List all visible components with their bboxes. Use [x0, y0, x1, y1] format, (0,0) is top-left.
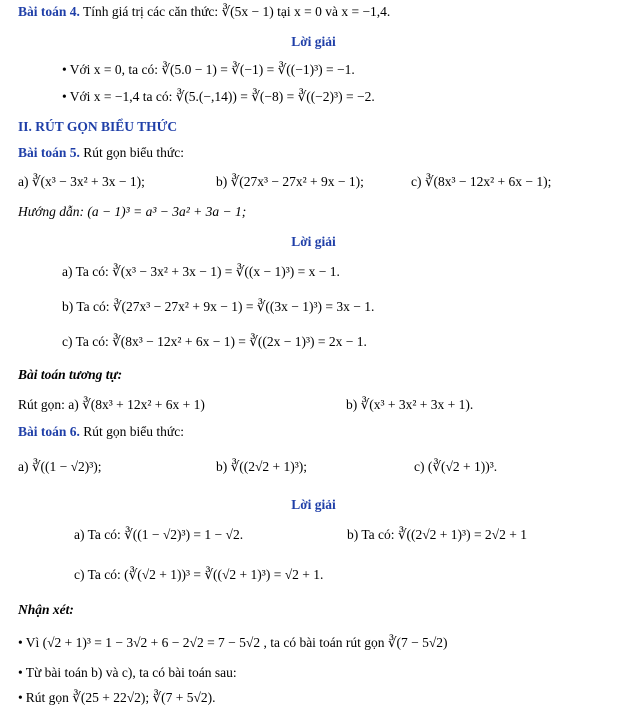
remark-line-3: • Rút gọn ∛(25 + 22√2); ∛(7 + 5√2).: [18, 689, 215, 707]
problem-5: [18, 144, 184, 162]
solution-6-c: c) Ta có: (∛(√2 + 1))³ = ∛((√2 + 1)³) = √2 + 1.: [74, 567, 324, 582]
similar-problem-a: Rút gọn: a) ∛(8x³ + 12x² + 6x + 1): [18, 397, 205, 412]
solution-heading-2: Lời giải: [291, 234, 336, 249]
problem-4: [18, 3, 390, 21]
solution-4-line-1: • Với x = 0, ta có: ∛(5.0 − 1) = ∛(−1) = ∛((−1)³) = −1.: [62, 61, 355, 79]
problem-6-label: Bài toán 6.: [18, 424, 80, 439]
solution-heading-3: Lời giải: [291, 497, 336, 512]
problem-5-text: Rút gọn biểu thức:: [79, 145, 184, 160]
problem-6: [18, 423, 184, 441]
remark-label: Nhận xét:: [18, 602, 74, 617]
hint-label: Hướng dẫn:: [18, 204, 84, 219]
hint-text: (a − 1)³ = a³ − 3a² + 3a − 1;: [83, 204, 247, 219]
solution-5-c: c) Ta có: ∛(8x³ − 12x² + 6x − 1) = ∛((2x − 1)³) = 2x − 1.: [62, 334, 367, 349]
hint: [18, 203, 246, 221]
remark-line-1: • Vì (√2 + 1)³ = 1 − 3√2 + 6 − 2√2 = 7 − 5√2 , ta có bài toán rút gọn ∛(7 − 5√2): [18, 634, 448, 652]
solution-heading-1: Lời giải: [291, 34, 336, 49]
problem-5-a: a) ∛(x³ − 3x² + 3x − 1);: [18, 174, 145, 189]
solution-5-b: b) Ta có: ∛(27x³ − 27x² + 9x − 1) = ∛((3x − 1)³) = 3x − 1.: [62, 299, 375, 314]
solution-4-line-2: • Với x = −1,4 ta có: ∛(5.(−,14)) = ∛(−8) = ∛((−2)³) = −2.: [62, 88, 375, 106]
solution-5-a: a) Ta có: ∛(x³ − 3x² + 3x − 1) = ∛((x − 1)³) = x − 1.: [62, 264, 340, 279]
problem-5-c: c) ∛(8x³ − 12x² + 6x − 1);: [411, 174, 552, 189]
similar-problem-b: b) ∛(x³ + 3x² + 3x + 1).: [346, 397, 474, 412]
section-heading-2: II. RÚT GỌN BIỂU THỨC: [18, 119, 178, 134]
problem-5-label: Bài toán 5.: [18, 145, 80, 160]
solution-6-a: a) Ta có: ∛((1 − √2)³) = 1 − √2.: [74, 527, 244, 542]
problem-6-c: c) (∛(√2 + 1))³.: [414, 459, 498, 474]
problem-6-a: a) ∛((1 − √2)³);: [18, 459, 102, 474]
similar-problems-label: Bài toán tương tự:: [18, 367, 123, 382]
problem-5-b: b) ∛(27x³ − 27x² + 9x − 1);: [216, 174, 364, 189]
remark-line-2: • Từ bài toán b) và c), ta có bài toán sau:: [18, 664, 237, 682]
problem-4-label: Bài toán 4.: [18, 4, 80, 19]
problem-4-text: Tính giá trị các căn thức: ∛(5x − 1) tại x = 0 và x = −1,4.: [79, 4, 391, 19]
problem-6-b: b) ∛((2√2 + 1)³);: [216, 459, 308, 474]
problem-6-text: Rút gọn biểu thức:: [79, 424, 184, 439]
solution-6-b: b) Ta có: ∛((2√2 + 1)³) = 2√2 + 1: [347, 527, 527, 542]
